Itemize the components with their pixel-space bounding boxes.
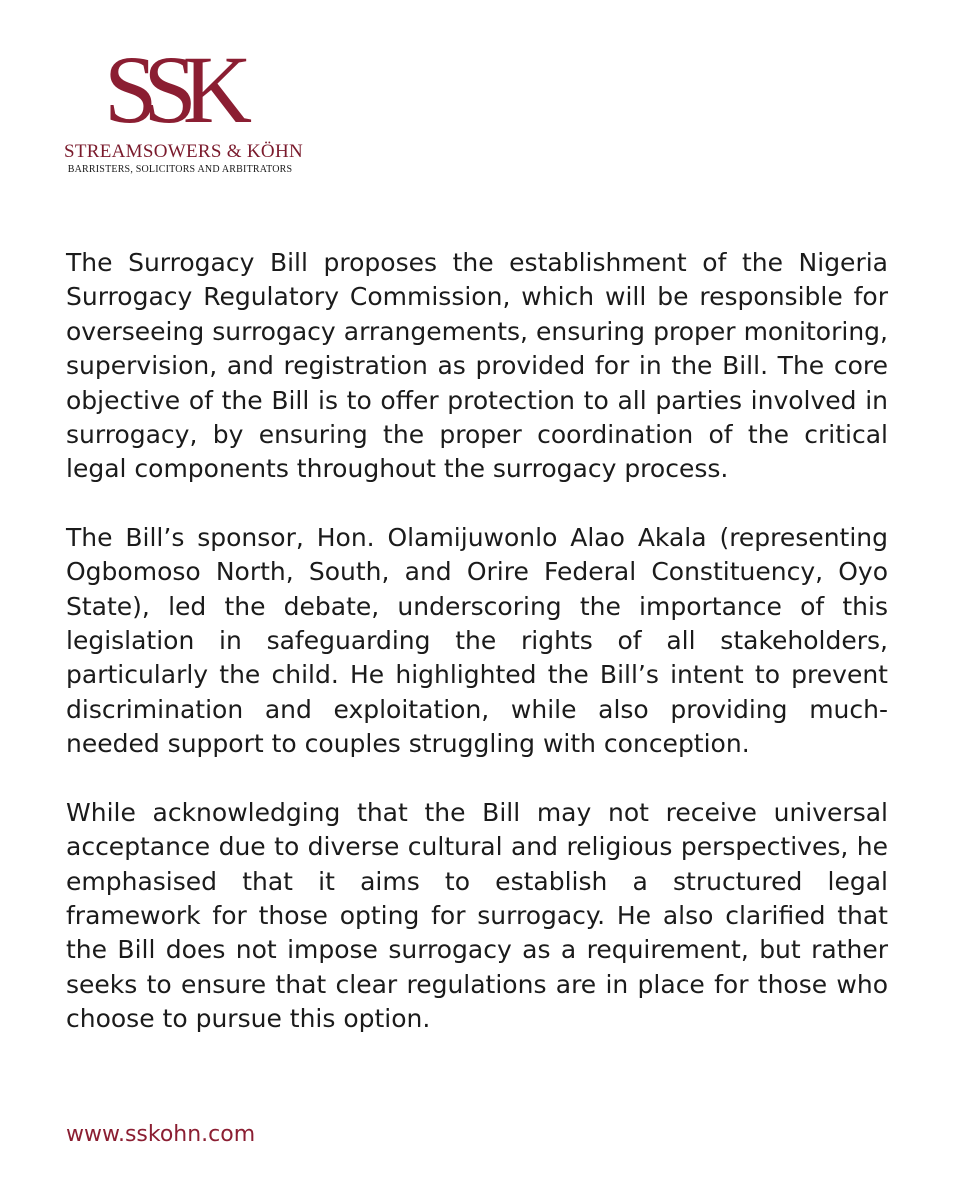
- monogram-letter-2: S: [143, 36, 183, 143]
- monogram-letter-1: S: [104, 36, 144, 143]
- paragraph-1: The Surrogacy Bill proposes the establishment of the Nigeria Surrogacy Regulatory Commission, which will be responsible for overseeing surrogacy arrangements, ensuring proper monitoring, supervision, and registration as provided for in the Bill. The core objective of the Bill is to offer protection to all parties involved in surrogacy, by ensuring the proper coordination of the critical legal components throughout the surrogacy process.: [66, 248, 888, 484]
- article-body: [66, 246, 888, 1071]
- firm-name: STREAMSOWERS & KÖHN: [64, 141, 303, 162]
- monogram-letter-3: K: [182, 36, 239, 143]
- website-link[interactable]: www.sskohn.com: [66, 1122, 256, 1147]
- paragraph-2: The Bill’s sponsor, Hon. Olamijuwonlo Alao Akala (representing Ogbomoso North, South, and Orire Federal Constituency, Oyo State), led the debate, underscoring the importance of this legislation in safeguarding the rights of all stakeholders, particularly the child. He highlighted the Bill’s intent to prevent discrimination and exploitation, while also providing much-needed support to couples struggling with conception.: [66, 522, 888, 759]
- logo-monogram: [104, 36, 254, 143]
- paragraph-3: While acknowledging that the Bill may not receive universal acceptance due to diverse cultural and religious perspectives, he emphasised that it aims to establish a structured legal framework for those opting for surrogacy. He also clarified that the Bill does not impose surrogacy as a requirement, but rather seeks to ensure that clear regulations are in place for those who choose to pursue this option.: [66, 797, 888, 1034]
- firm-logo: [64, 36, 303, 175]
- firm-tagline: BARRISTERS, SOLICITORS AND ARBITRATORS: [67, 164, 293, 175]
